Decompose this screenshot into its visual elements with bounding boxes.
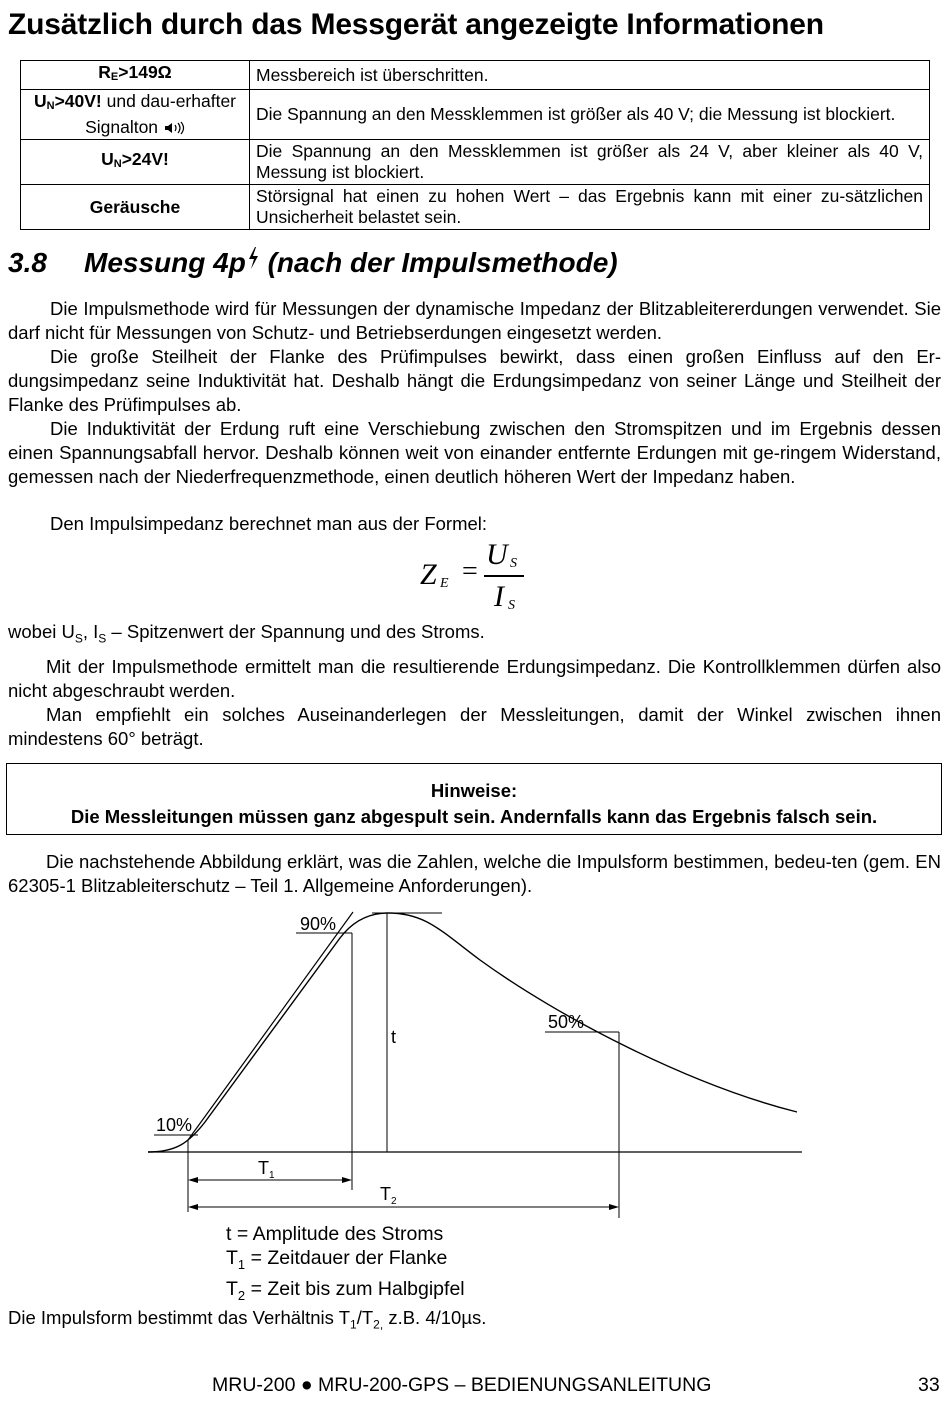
description-cell: Die Spannung an den Messklemmen ist größer als 40 V; die Messung ist blockiert. <box>250 90 930 140</box>
lightning-icon <box>246 246 260 270</box>
label-50: 50% <box>548 1012 585 1032</box>
impulse-curve <box>148 913 797 1152</box>
table-row <box>21 185 930 230</box>
label-T1: $T_1$ <box>258 1158 275 1181</box>
paragraph: Die Induktivität der Erdung ruft eine Verschiebung zwischen den Stromspitzen und im Ergebnis dessen einen Spannungsabfall hervor. Deshalb können weit von einander entfernte Erdungen mit ge-ringem Widerstand, gemessen nach der Niederfrequenzmethode, einen deutlich höheren Wert der Impedanz haben. <box>8 418 941 487</box>
rise-approximation <box>188 912 353 1140</box>
legend-line: $T_1$ = Zeitdauer der Flanke <box>226 1247 448 1272</box>
hint-heading: Hinweise: <box>430 780 518 801</box>
legend-line: t = Amplitude des Stroms <box>226 1223 444 1245</box>
table-row <box>21 90 930 140</box>
info-table <box>20 60 930 230</box>
impulse-diagram <box>140 900 810 1220</box>
page-number: 33 <box>918 1374 940 1396</box>
label-10: 10% <box>156 1115 193 1135</box>
page-title: Zusätzlich durch das Messgerät angezeigte Informationen <box>8 8 824 41</box>
paragraph: Den Impulsimpedanz berechnet man aus der Formel: <box>50 513 488 534</box>
paragraph: Man empfiehlt ein solches Auseinanderlegen der Messleitungen, damit der Winkel zwischen ihnen mindestens 60° beträgt. <box>8 704 941 749</box>
paragraph: Die Impulsform bestimmt das Verhältnis $T_1/T_{2,}$ z.B. 4/10µs. <box>8 1307 487 1332</box>
table-row <box>21 140 930 185</box>
table-row <box>21 61 930 90</box>
paragraph: Die nachstehende Abbildung erklärt, was die Zahlen, welche die Impulsform bestimmen, bedeu-ten (gem. EN 62305-1 Blitzableiterschutz – Teil 1. Allgemeine Anforderungen). <box>8 851 941 896</box>
footer-manual: MRU-200 ● MRU-200-GPS – BEDIENUNGSANLEITUNG <box>212 1374 712 1396</box>
condition-cell: $U_N>40V$! und dau-erhafter Signalton <box>21 90 250 140</box>
condition-cell: $R_E>149\Omega$ <box>21 61 250 90</box>
paragraph: Mit der Impulsmethode ermittelt man die resultierende Erdungsimpedanz. Die Kontrollklemmen dürfen also nicht abgeschraubt werden. <box>8 656 941 701</box>
section-heading: 3.8 Messung 4p (nach der Impulsmethode) <box>8 247 618 278</box>
label-t: t <box>391 1027 397 1047</box>
description-cell: Die Spannung an den Messklemmen ist größer als 24 V, aber kleiner als 40 V, Messung ist blockiert. <box>250 140 930 185</box>
label-T2: $T_2$ <box>380 1184 397 1207</box>
paragraph: Die Impulsmethode wird für Messungen der dynamische Impedanz der Blitzableitererdungen verwendet. Sie darf nicht für Messungen von Schutz- und Betriebserdungen eingesetzt werden. <box>8 298 941 343</box>
hint-box <box>6 763 942 835</box>
description-cell: Störsignal hat einen zu hohen Wert – das Ergebnis kann mit einer zu-sätzlichen Unsicherheit belastet sein. <box>250 185 930 230</box>
condition-cell: Geräusche <box>21 185 250 230</box>
paragraph: wobei $U_S$, $I_S$ – Spitzenwert der Spannung und des Stroms. <box>8 621 485 646</box>
paragraph: Die große Steilheit der Flanke des Prüfimpulses bewirkt, dass einen großen Einfluss auf den Er-dungsimpedanz seine Induktivität hat. Deshalb hängt die Erdungsimpedanz von seiner Länge und Steilheit der Flanke des Prüfimpulses ab. <box>8 346 941 415</box>
description-cell: Messbereich ist überschritten. <box>250 61 930 90</box>
hint-text: Die Messleitungen müssen ganz abgespult sein. Andernfalls kann das Ergebnis falsch sein. <box>70 806 878 827</box>
impedance-formula: Z E = U S I S <box>420 538 540 618</box>
legend-line: $T_2$ = Zeit bis zum Halbgipfel <box>226 1277 465 1303</box>
label-90: 90% <box>300 914 337 934</box>
fraction-bar <box>484 575 524 577</box>
condition-cell: $U_N>24V$! <box>21 140 250 185</box>
figure-legend <box>226 1222 465 1308</box>
speaker-icon <box>163 121 185 135</box>
